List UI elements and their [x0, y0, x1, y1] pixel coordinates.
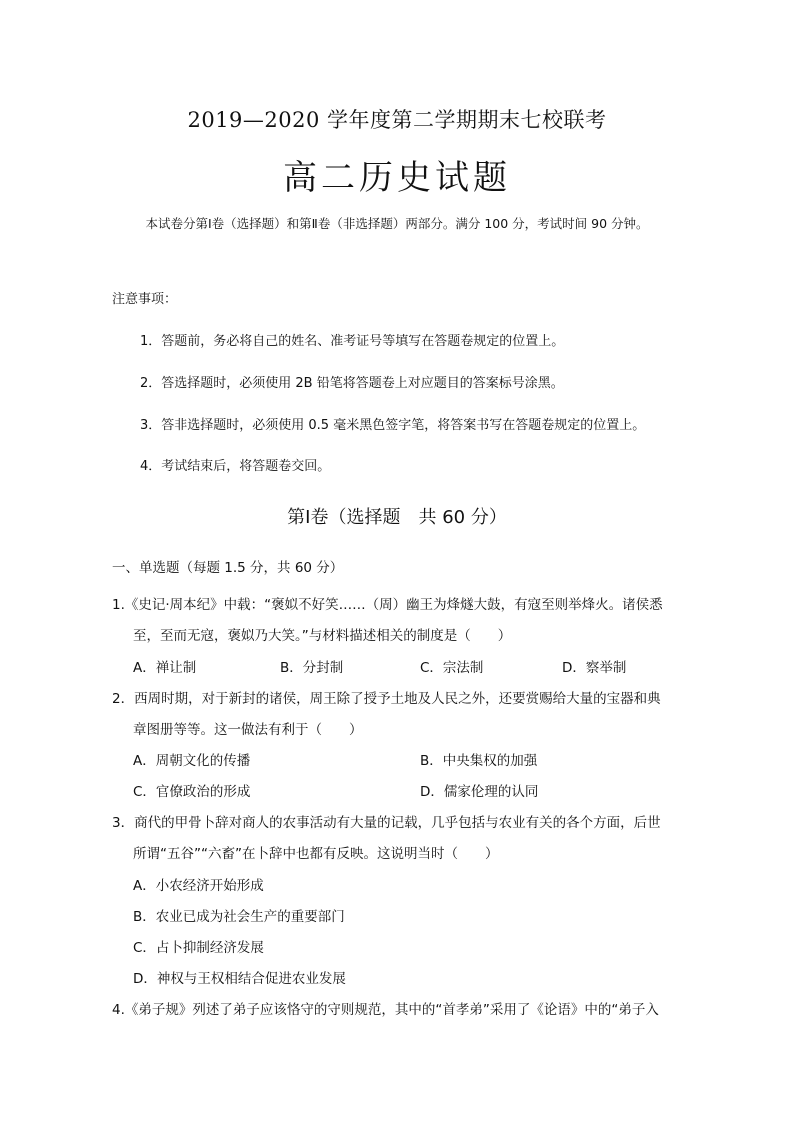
question-2-option-b: B．中央集权的加强 — [420, 753, 538, 769]
notes-heading: 注意事项： — [112, 292, 178, 307]
question-1-option-b: B．分封制 — [280, 660, 344, 676]
exam-intro: 本试卷分第Ⅰ卷（选择题）和第Ⅱ卷（非选择题）两部分。满分 100 分，考试时间 90 分钟。 — [145, 216, 649, 231]
question-3-line-1: 3．商代的甲骨卜辞对商人的农事活动有大量的记载，几乎包括与农业有关的各个方面，后世 — [112, 815, 661, 831]
question-1-line-2: 至，至而无寇，褒姒乃大笑。”与材料描述相关的制度是（ ） — [133, 628, 512, 644]
note-item: 4．考试结束后，将答题卷交回。 — [140, 459, 331, 474]
question-3-option-b: B．农业已成为社会生产的重要部门 — [133, 909, 345, 925]
note-item: 2．答选择题时，必须使用 2B 铅笔将答题卷上对应题目的答案标号涂黑。 — [140, 376, 564, 391]
question-3-option-a: A．小农经济开始形成 — [133, 878, 264, 894]
exam-subtitle: 2019—2020 学年度第二学期期末七校联考 — [187, 108, 607, 132]
question-3-line-2: 所谓“五谷”“六畜”在卜辞中也都有反映。这说明当时（ ） — [133, 846, 499, 862]
question-2-line-2: 章图册等等。这一做法有利于（ ） — [133, 722, 363, 738]
question-2-option-c: C．官僚政治的形成 — [133, 784, 251, 800]
question-1-option-c: C．宗法制 — [420, 660, 484, 676]
question-1-line-1: 1.《史记·周本纪》中载：“褒姒不好笑……（周）幽王为烽燧大鼓，有寇至则举烽火。诸侯悉 — [112, 597, 663, 613]
question-1-option-a: A．禅让制 — [133, 660, 197, 676]
note-item: 1．答题前，务必将自己的姓名、准考证号等填写在答题卷规定的位置上。 — [140, 334, 565, 349]
question-2-option-d: D．儒家伦理的认同 — [420, 784, 539, 800]
page-title: 高二历史试题 — [283, 158, 511, 198]
note-item: 3．答非选择题时，必须使用 0.5 毫米黑色签字笔，将答案书写在答题卷规定的位置上。 — [140, 418, 646, 433]
question-3-option-c: C．占卜抑制经济发展 — [133, 940, 264, 956]
question-3-option-d: D．神权与王权相结合促进农业发展 — [133, 971, 346, 987]
section-title: 第Ⅰ卷（选择题 共 60 分） — [287, 507, 507, 528]
question-1-option-d: D．察举制 — [562, 660, 627, 676]
question-2-line-1: 2．西周时期，对于新封的诸侯，周王除了授予土地及人民之外，还要赏赐给大量的宝器和典 — [112, 691, 661, 707]
part-heading: 一、单选题（每题 1.5 分，共 60 分） — [112, 560, 344, 576]
question-2-option-a: A．周朝文化的传播 — [133, 753, 251, 769]
question-4-line-1: 4.《弟子规》列述了弟子应该恪守的守则规范，其中的“首孝弟”采用了《论语》中的“弟子入 — [112, 1002, 659, 1018]
